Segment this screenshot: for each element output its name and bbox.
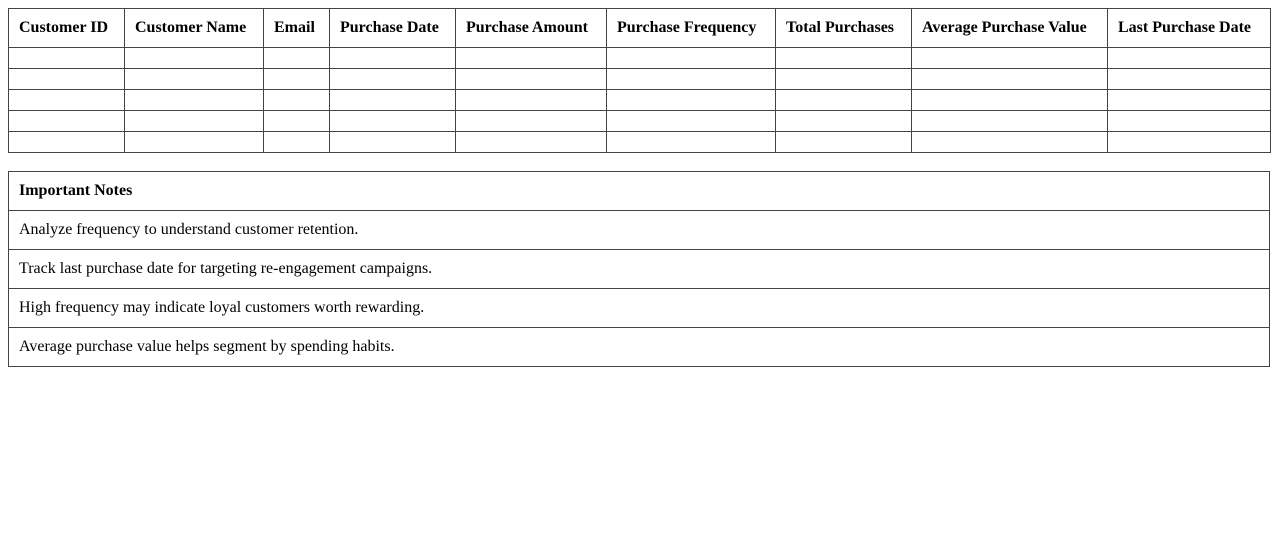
table-cell[interactable] [125, 111, 264, 132]
table-row [9, 132, 1271, 153]
table-row [9, 69, 1271, 90]
table-cell[interactable] [9, 90, 125, 111]
table-cell[interactable] [1108, 48, 1271, 69]
table-cell[interactable] [1108, 111, 1271, 132]
table-cell[interactable] [1108, 132, 1271, 153]
notes-header-row [9, 172, 1270, 211]
note-row [9, 250, 1270, 289]
table-cell[interactable] [912, 132, 1108, 153]
table-cell[interactable] [125, 132, 264, 153]
table-cell[interactable] [1108, 90, 1271, 111]
table-cell[interactable] [264, 132, 330, 153]
table-cell[interactable] [456, 111, 607, 132]
table-cell[interactable] [912, 111, 1108, 132]
notes-title: Important Notes [9, 172, 1270, 211]
header-purchase-amount: Purchase Amount [456, 9, 607, 48]
table-row [9, 48, 1271, 69]
table-cell[interactable] [264, 69, 330, 90]
table-cell[interactable] [330, 69, 456, 90]
note-row [9, 289, 1270, 328]
header-customer-name: Customer Name [125, 9, 264, 48]
table-cell[interactable] [125, 48, 264, 69]
table-cell[interactable] [776, 48, 912, 69]
table-cell[interactable] [330, 48, 456, 69]
table-header-row [9, 9, 1271, 48]
table-cell[interactable] [912, 69, 1108, 90]
table-cell[interactable] [456, 48, 607, 69]
table-cell[interactable] [607, 69, 776, 90]
header-average-purchase-value: Average Purchase Value [912, 9, 1108, 48]
table-cell[interactable] [264, 111, 330, 132]
note-row [9, 211, 1270, 250]
table-cell[interactable] [607, 48, 776, 69]
table-cell[interactable] [1108, 69, 1271, 90]
table-cell[interactable] [912, 90, 1108, 111]
note-text: Track last purchase date for targeting re-engagement campaigns. [9, 250, 1270, 289]
customer-purchase-table [8, 8, 1271, 153]
page-content [8, 8, 1270, 367]
header-total-purchases: Total Purchases [776, 9, 912, 48]
table-cell[interactable] [330, 111, 456, 132]
header-purchase-date: Purchase Date [330, 9, 456, 48]
table-cell[interactable] [776, 69, 912, 90]
table-cell[interactable] [9, 48, 125, 69]
header-email: Email [264, 9, 330, 48]
table-cell[interactable] [607, 132, 776, 153]
table-cell[interactable] [607, 111, 776, 132]
table-cell[interactable] [125, 69, 264, 90]
table-cell[interactable] [264, 90, 330, 111]
note-text: High frequency may indicate loyal customers worth rewarding. [9, 289, 1270, 328]
table-cell[interactable] [330, 132, 456, 153]
header-purchase-frequency: Purchase Frequency [607, 9, 776, 48]
table-cell[interactable] [776, 90, 912, 111]
table-row [9, 90, 1271, 111]
table-cell[interactable] [776, 132, 912, 153]
table-cell[interactable] [9, 132, 125, 153]
note-text: Average purchase value helps segment by spending habits. [9, 328, 1270, 367]
note-text: Analyze frequency to understand customer retention. [9, 211, 1270, 250]
table-cell[interactable] [9, 111, 125, 132]
table-cell[interactable] [456, 90, 607, 111]
note-row [9, 328, 1270, 367]
important-notes-table [8, 171, 1270, 367]
table-cell[interactable] [607, 90, 776, 111]
table-cell[interactable] [264, 48, 330, 69]
table-cell[interactable] [330, 90, 456, 111]
table-row [9, 111, 1271, 132]
header-last-purchase-date: Last Purchase Date [1108, 9, 1271, 48]
table-cell[interactable] [9, 69, 125, 90]
table-cell[interactable] [776, 111, 912, 132]
table-cell[interactable] [125, 90, 264, 111]
table-cell[interactable] [912, 48, 1108, 69]
table-cell[interactable] [456, 132, 607, 153]
table-cell[interactable] [456, 69, 607, 90]
header-customer-id: Customer ID [9, 9, 125, 48]
